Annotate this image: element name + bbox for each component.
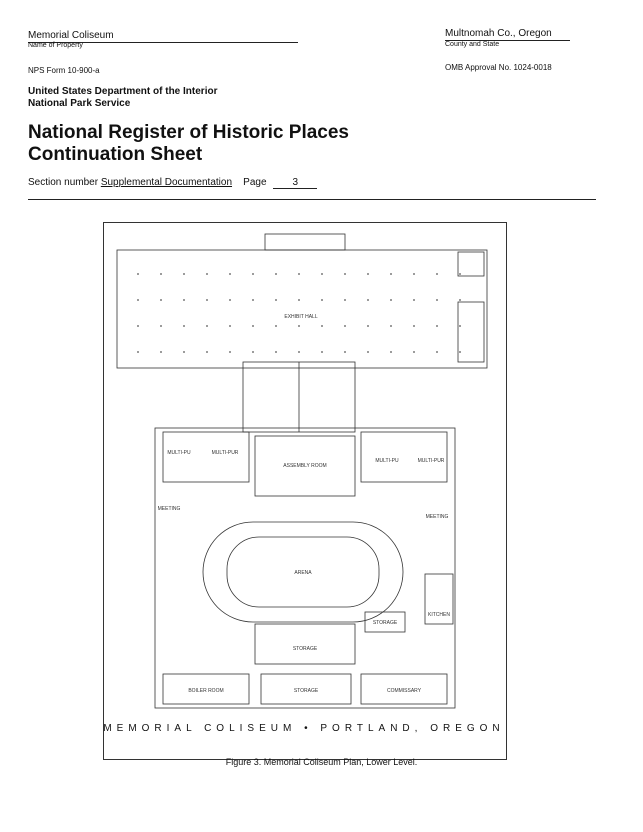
agency-block [28,86,217,110]
storage-center-outline [255,624,355,664]
label-boiler-room: BOILER ROOM [188,688,224,694]
grid-dot [137,325,139,327]
ne-room-outline [458,252,484,276]
figure-caption: Figure 3. Memorial Coliseum Plan, Lower Level. [225,757,418,767]
grid-dot [390,351,392,353]
grid-dot [137,273,139,275]
grid-dot [344,325,346,327]
section-value: Supplemental Documentation [100,177,233,188]
agency-line-1: United States Department of the Interior [28,86,218,97]
label-multi-purpose-right-2: MULTI-PUR [417,458,445,464]
label-kitchen: KITCHEN [428,612,450,618]
grid-dot [298,351,300,353]
label-assembly-room: ASSEMBLY ROOM [283,463,327,469]
label-multi-purpose-right-1: MULTI-PU [375,458,399,464]
column-grid [137,273,461,353]
grid-dot [436,325,438,327]
label-arena: ARENA [294,570,312,576]
grid-dot [298,325,300,327]
section-line [28,177,317,189]
grid-dot [436,273,438,275]
grid-dot [229,351,231,353]
page-label: Page [243,177,267,188]
grid-dot [275,273,277,275]
grid-dot [160,351,162,353]
grid-dot [275,299,277,301]
grid-dot [321,325,323,327]
grid-dot [137,299,139,301]
grid-dot [206,273,208,275]
grid-dot [252,325,254,327]
grid-dot [229,299,231,301]
grid-dot [459,325,461,327]
grid-dot [367,299,369,301]
agency-line-2: National Park Service [28,98,131,109]
grid-dot [252,351,254,353]
form-number: NPS Form 10-900-a [28,66,100,75]
grid-dot [183,325,185,327]
grid-dot [275,325,277,327]
grid-dot [413,351,415,353]
meeting-left-outline [163,432,249,482]
grid-dot [298,273,300,275]
floor-plan-drawing [103,222,505,758]
label-storage-center: STORAGE [292,646,318,652]
grid-dot [229,325,231,327]
grid-dot [344,299,346,301]
grid-dot [252,273,254,275]
plan-title: MEMORIAL COLISEUM • PORTLAND, OREGON [103,723,505,734]
title-line-2: Continuation Sheet [28,144,203,165]
property-name-caption: Name of Property [28,42,83,49]
east-room-outline [458,302,484,362]
grid-dot [436,351,438,353]
grid-dot [183,299,185,301]
grid-dot [436,299,438,301]
grid-dot [390,273,392,275]
meeting-right-outline [361,432,447,482]
grid-dot [459,351,461,353]
grid-dot [367,325,369,327]
grid-dot [413,325,415,327]
grid-dot [344,273,346,275]
north-annex-outline [265,234,345,250]
document-title [28,122,349,166]
grid-dot [206,325,208,327]
grid-dot [183,273,185,275]
label-multi-purpose-left-1: MULTI-PU [167,450,191,456]
label-exhibit-hall: EXHIBIT HALL [284,314,318,320]
exhibit-hall-outline [117,250,487,368]
label-meeting-left: MEETING [157,506,181,512]
label-meeting-right: MEETING [425,514,449,520]
label-storage-bottom: STORAGE [293,688,319,694]
grid-dot [367,273,369,275]
page-value: 3 [273,177,317,189]
grid-dot [252,299,254,301]
grid-dot [183,351,185,353]
section-label: Section number [28,177,99,188]
grid-dot [321,273,323,275]
grid-dot [390,325,392,327]
grid-dot [275,351,277,353]
grid-dot [390,299,392,301]
grid-dot [459,299,461,301]
county-state: Multnomah Co., Oregon [445,28,570,41]
grid-dot [321,299,323,301]
label-commissary: COMMISSARY [386,688,422,694]
grid-dot [137,351,139,353]
grid-dot [413,299,415,301]
grid-dot [160,299,162,301]
grid-dot [229,273,231,275]
grid-dot [206,351,208,353]
grid-dot [367,351,369,353]
grid-dot [160,273,162,275]
omb-approval: OMB Approval No. 1024-0018 [445,63,552,72]
grid-dot [298,299,300,301]
label-multi-purpose-left-2: MULTI-PUR [211,450,239,456]
grid-dot [344,351,346,353]
grid-dot [459,273,461,275]
title-line-1: National Register of Historic Places [28,122,349,143]
grid-dot [206,299,208,301]
label-storage-right: STORAGE [372,620,398,626]
main-building-outline [155,428,455,708]
grid-dot [321,351,323,353]
grid-dot [413,273,415,275]
header-divider [28,199,596,200]
property-name: Memorial Coliseum [28,30,298,43]
grid-dot [160,325,162,327]
county-state-caption: County and State [445,41,500,48]
